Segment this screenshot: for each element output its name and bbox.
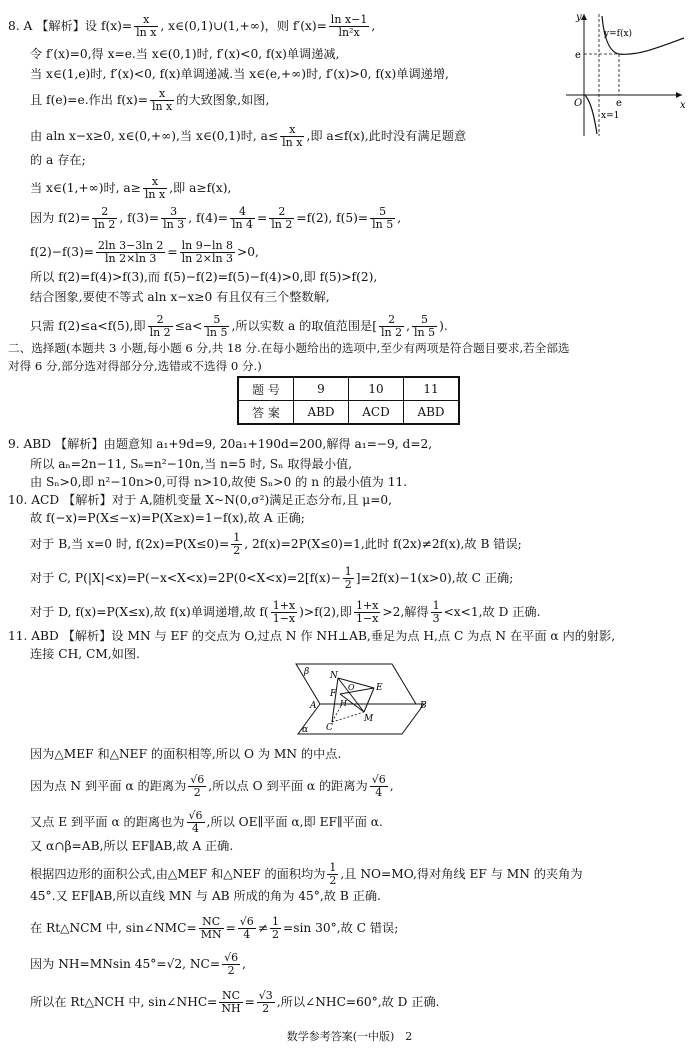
table-cell: 题 号 [238,377,294,401]
plane-alpha-label: α [302,725,309,735]
origin-label: O [574,98,583,109]
point-n-label: N [330,671,338,681]
table-row [238,377,459,401]
asymptote-label: x=1 [601,111,620,121]
point-b-label: B [420,701,427,711]
line-23: 11. ABD 【解析】设 MN 与 EF 的交点为 O,过点 N 作 NH⊥AB,垂足为点 H,点 C 为点 N 在平面 α 内的射影, [8,629,616,643]
answer-table [237,376,460,425]
point-c-label: C [326,723,333,733]
table-cell: 答 案 [238,401,294,425]
table-cell: ACD [349,401,404,425]
line-33: 所以在 Rt△NCH 中, sin∠NHC= $\frac{NC}{NH}$ = $\frac{√3}{2}$ ,所以∠NHC=60°,故 D 正确. [30,989,440,1015]
line-1: 8. A 【解析】设 f(x)= $\frac{x}{\text{ln x}}$ , x∈(0,1)∪(1,+∞)，则 f′(x)= $\frac{\text{ln x−1}}{\text{ln²x}}$ , [8,13,376,39]
section-heading: 二、选择题(本题共 3 小题,每小题 6 分,共 18 分.在每小题给出的选项中,至少有两项是符合题目要求,若全部选 [8,341,570,355]
line-29: 根据四边形的面积公式,由△MEF 和△NEF 的面积均为 $\frac{1}{2}$ ,且 NO=MO,得对角线 EF 与 MN 的夹角为 [30,861,583,887]
line-18: 10. ACD 【解析】对于 A,随机变量 X~N(0,σ²)满足正态分布,且 μ=0, [8,493,393,507]
line-28: 又 α∩β=AB,所以 EF∥AB,故 A 正确. [30,839,234,853]
line-7: 当 x∈(1,+∞)时, a≥ $\frac{x}{\text{ln x}}$ ,即 a≥f(x), [30,175,232,201]
line-21: 对于 C, P(|X|<x)=P(−x<X<x)=2P(0<X<x)=2[f(x)− $\frac{1}{2}$ ]=2f(x)−1(x>0),故 C 正确; [30,565,514,591]
line-16: 所以 aₙ=2n−11, Sₙ=n²−10n,当 n=5 时, Sₙ 取得最小值, [30,457,353,471]
geometry-figure [292,660,432,742]
line-15: 9. ABD 【解析】由题意知 a₁+9d=9, 20a₁+190d=200,解得 a₁=−9, d=2, [8,437,433,451]
line-9: f(2)−f(3)= $\frac{2\ln 3-3\ln 2}{\ln 2\times\ln 3}$ = $\frac{\ln 9-\ln 8}{\ln 2\times\ln 3}$ >0, [30,239,259,265]
table-cell: 10 [349,377,404,401]
line-8: 因为 f(2)= $\frac{2}{\ln 2}$ , f(3)= $\frac{3}{\ln 3}$ , f(4)= $\frac{4}{\ln 4}$ = $\frac{2}{\ln 2}$ =f(2), f(5)= $\frac{5}{\ln 5}$ , [30,205,402,231]
curve-label: y=f(x) [604,29,633,39]
e-y-label: e [575,50,581,61]
line-25: 因为△MEF 和△NEF 的面积相等,所以 O 为 MN 的中点. [30,747,342,761]
page-footer: 数学参考答案(一中版) 2 [286,1030,413,1043]
y-axis-label: y [576,12,582,23]
line-31: 在 Rt△NCM 中, sin∠NMC= $\frac{NC}{MN}$ = $\frac{√6}{4}$ ≠ $\frac{1}{2}$ =sin 30°,故 C 错误; [30,915,399,941]
line-20: 对于 B,当 x=0 时, f(2x)=P(X≤0)= $\frac{1}{2}$ , 2f(x)=2P(X≤0)=1,此时 f(2x)≠2f(x),故 B 错误; [30,531,522,557]
table-cell: 11 [404,377,460,401]
line-30: 45°.又 EF∥AB,所以直线 MN 与 AB 所成的角为 45°,故 B 正确. [30,889,381,903]
line-10: 所以 f(2)=f(4)>f(3),而 f(5)−f(2)=f(5)−f(4)>0,即 f(5)>f(2), [30,270,378,284]
x-axis-label: x [680,100,686,111]
line-22: 对于 D, f(x)=P(X≤x),故 f(x)单调递增,故 f( $\frac{1+x}{1-x}$ )>f(2),即 $\frac{1+x}{1-x}$ >2,解得 $\frac{1}{3}$ <x<1,故 D 正确. [30,599,541,625]
line-11: 结合图象,要使不等式 aln x−x≥0 有且仅有三个整数解, [30,290,330,304]
table-row [238,401,459,425]
line-32: 因为 NH=MNsin 45°=√2, NC= $\frac{√6}{2}$ , [30,951,246,977]
table-cell: 9 [294,377,349,401]
line-17: 由 Sₙ>0,即 n²−10n>0,可得 n>10,故使 Sₙ>0 的 n 的最小值为 11. [30,475,408,489]
line-2: 令 f′(x)=0,得 x=e.当 x∈(0,1)时, f′(x)<0, f(x)单调递减, [30,47,340,61]
line-24: 连接 CH, CM,如图. [30,647,140,661]
section-note: 对得 6 分,部分选对得部分分,选错或不选得 0 分.) [8,359,262,373]
table-cell: ABD [404,401,460,425]
line-26: 因为点 N 到平面 α 的距离为 $\frac{√6}{2}$ ,所以点 O 到平面 α 的距离为 $\frac{√6}{4}$ , [30,773,394,799]
function-graph-figure [562,8,688,138]
table-cell: ABD [294,401,349,425]
e-x-label: e [616,98,622,109]
point-h-label: H [340,699,347,708]
point-f-label: F [330,689,337,699]
point-e-label: E [376,683,383,693]
line-12: 只需 f(2)≤a<f(5),即 $\frac{2}{\ln 2}$ ≤a< $\frac{5}{\ln 5}$ ,所以实数 a 的取值范围是[ $\frac{2}{\ln 2}$ , $\frac{5}{\ln 5}$ ). [30,313,448,339]
point-m-label: M [364,714,374,724]
line-6: 的 a 存在; [30,153,86,167]
point-a-label: A [310,701,317,711]
point-o-label: O [348,683,355,692]
line-3: 当 x∈(1,e)时, f′(x)<0, f(x)单调递减.当 x∈(e,+∞)时, f′(x)>0, f(x)单调递增, [30,67,449,81]
line-27: 又点 E 到平面 α 的距离也为 $\frac{√6}{4}$ ,所以 OE∥平面 α,即 EF∥平面 α. [30,809,383,835]
plane-beta-label: β [304,667,310,677]
line-4: 且 f(e)=e.作出 f(x)= $\frac{x}{\text{ln x}}$ 的大致图象,如图, [30,87,270,113]
line-19: 故 f(−x)=P(X≤−x)=P(X≥x)=1−f(x),故 A 正确; [30,511,305,525]
line-5: 由 aln x−x≥0, x∈(0,+∞),当 x∈(0,1)时, a≤ $\frac{x}{\text{ln x}}$ ,即 a≤f(x),此时没有满足题意 [30,123,467,149]
